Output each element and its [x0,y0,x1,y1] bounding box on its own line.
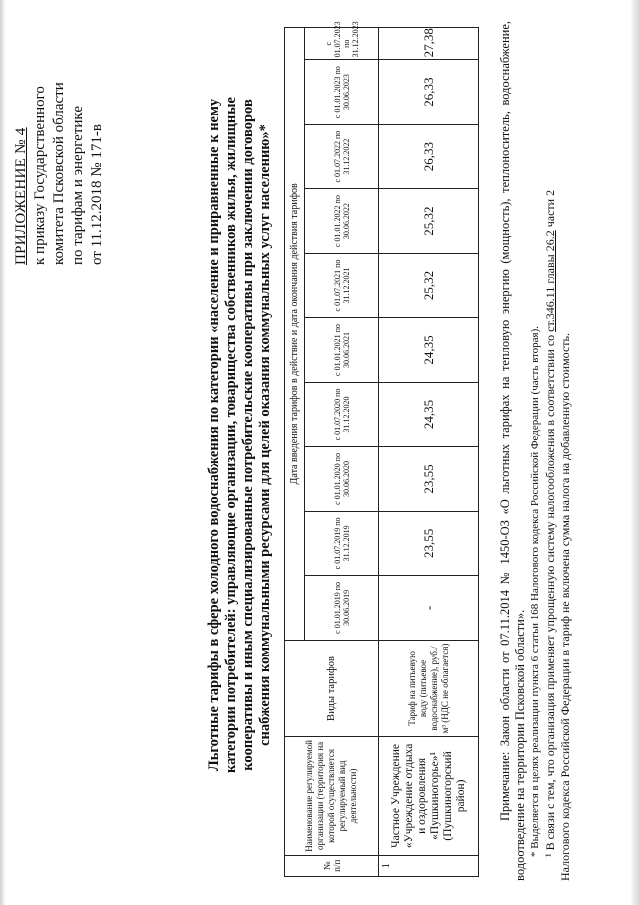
period-header: с 01.01.2020 по 30.06.2020 [305,447,379,511]
tariff-value: 24,35 [379,382,479,446]
period-header: с 01.01.2019 по 30.06.2019 [305,576,379,640]
footnote-star: * Выделяется в целях реализации пункта 6 статьи 168 Налогового кодекса Российской Федерации (часть вторая). [529,325,541,857]
row-organization: Частное Учреждение «Учреждение отдыха и оздоровления «Пушкиногорье»¹ (Пушкиногорский район) [379,737,479,855]
row-tariff-kind: Тариф на питьевую воду (питьевое водоснабжение), руб./м³ (НДС не облагается) [379,640,479,737]
document-title: Льготные тарифы в сфере холодного водоснабжения по категории «население и приравненные к нему категории потребителей: управляющие организации, товарищества собственников жилья, жилищные кооперативы и иным специализированные потребительские кооперативы при заключении договоров снабжения коммунальными ресурсами для целей оказания коммунальных услуг населению»* [206,97,273,773]
table-row [379,28,479,877]
tariff-value: 26,33 [379,60,479,124]
header-dates: Дата введения тарифов в действие и дата окончания действия тарифов [285,28,305,641]
footnote-one-start: ¹ В связи с тем, что организация применяет упрощенную систему налогообложения в соответствии со [543,334,557,857]
appendix-line: комитета Псковской области [51,82,67,265]
tariff-value: 23,55 [379,447,479,511]
period-header: с 01.01.2021 по 30.06.2021 [305,318,379,382]
tariff-value: 24,35 [379,318,479,382]
period-header: с 01.07.2019 по 31.12.2019 [305,511,379,575]
tariff-value: 25,32 [379,253,479,317]
appendix-block [12,35,107,265]
header-tariff-kind: Виды тарифов [285,640,379,737]
tariff-value: 25,32 [379,189,479,253]
row-num: 1 [379,855,479,876]
tariff-table [284,21,479,877]
appendix-line: от 11.12.2018 № 171-в [89,124,105,265]
appendix-line: к приказу Государственного [32,86,48,265]
period-header: с 01.07.2020 по 31.12.2020 [305,382,379,446]
appendix-title: ПРИЛОЖЕНИЕ № 4 [13,127,29,265]
footnote-one-link[interactable]: ст.346.11 главы 26.2 [543,230,557,332]
footnote-one-continued: Налогового кодекса Российской Федерации в тариф не включена сумма налога на добавленную стоимость. [558,332,572,881]
period-header: с 01.07.2021 по 31.12.2021 [305,253,379,317]
period-header: с 01.01.2023 по 30.06.2023 [305,60,379,124]
header-num: № п/п [285,855,379,876]
tariff-value: 26,33 [379,124,479,188]
tariff-value: 27,38 [379,28,479,60]
footnote-one-end: части 2 [543,189,557,228]
tariff-value: - [379,576,479,640]
appendix-line: по тарифам и энергетике [70,106,86,265]
tariff-value: 23,55 [379,511,479,575]
footnote-one [543,21,558,881]
notes-block [498,21,573,881]
note-main: Примечание: Закон области от 07.11.2014 № 1450-ОЗ «О льготных тарифах на тепловую энергию (мощность), теплоноситель, водоснабжение, водоотведение на территории Псковской области». [498,21,527,881]
period-header: с 01.07.2023 по 31.12.2023 [305,28,379,60]
period-header: с 01.01.2022 по 30.06.2022 [305,189,379,253]
header-organization: Наименование регулируемой организации (территория на которой осуществляется регулируемый вид деятельности) [285,737,379,855]
period-header: с 01.07.2022 по 31.12.2022 [305,124,379,188]
